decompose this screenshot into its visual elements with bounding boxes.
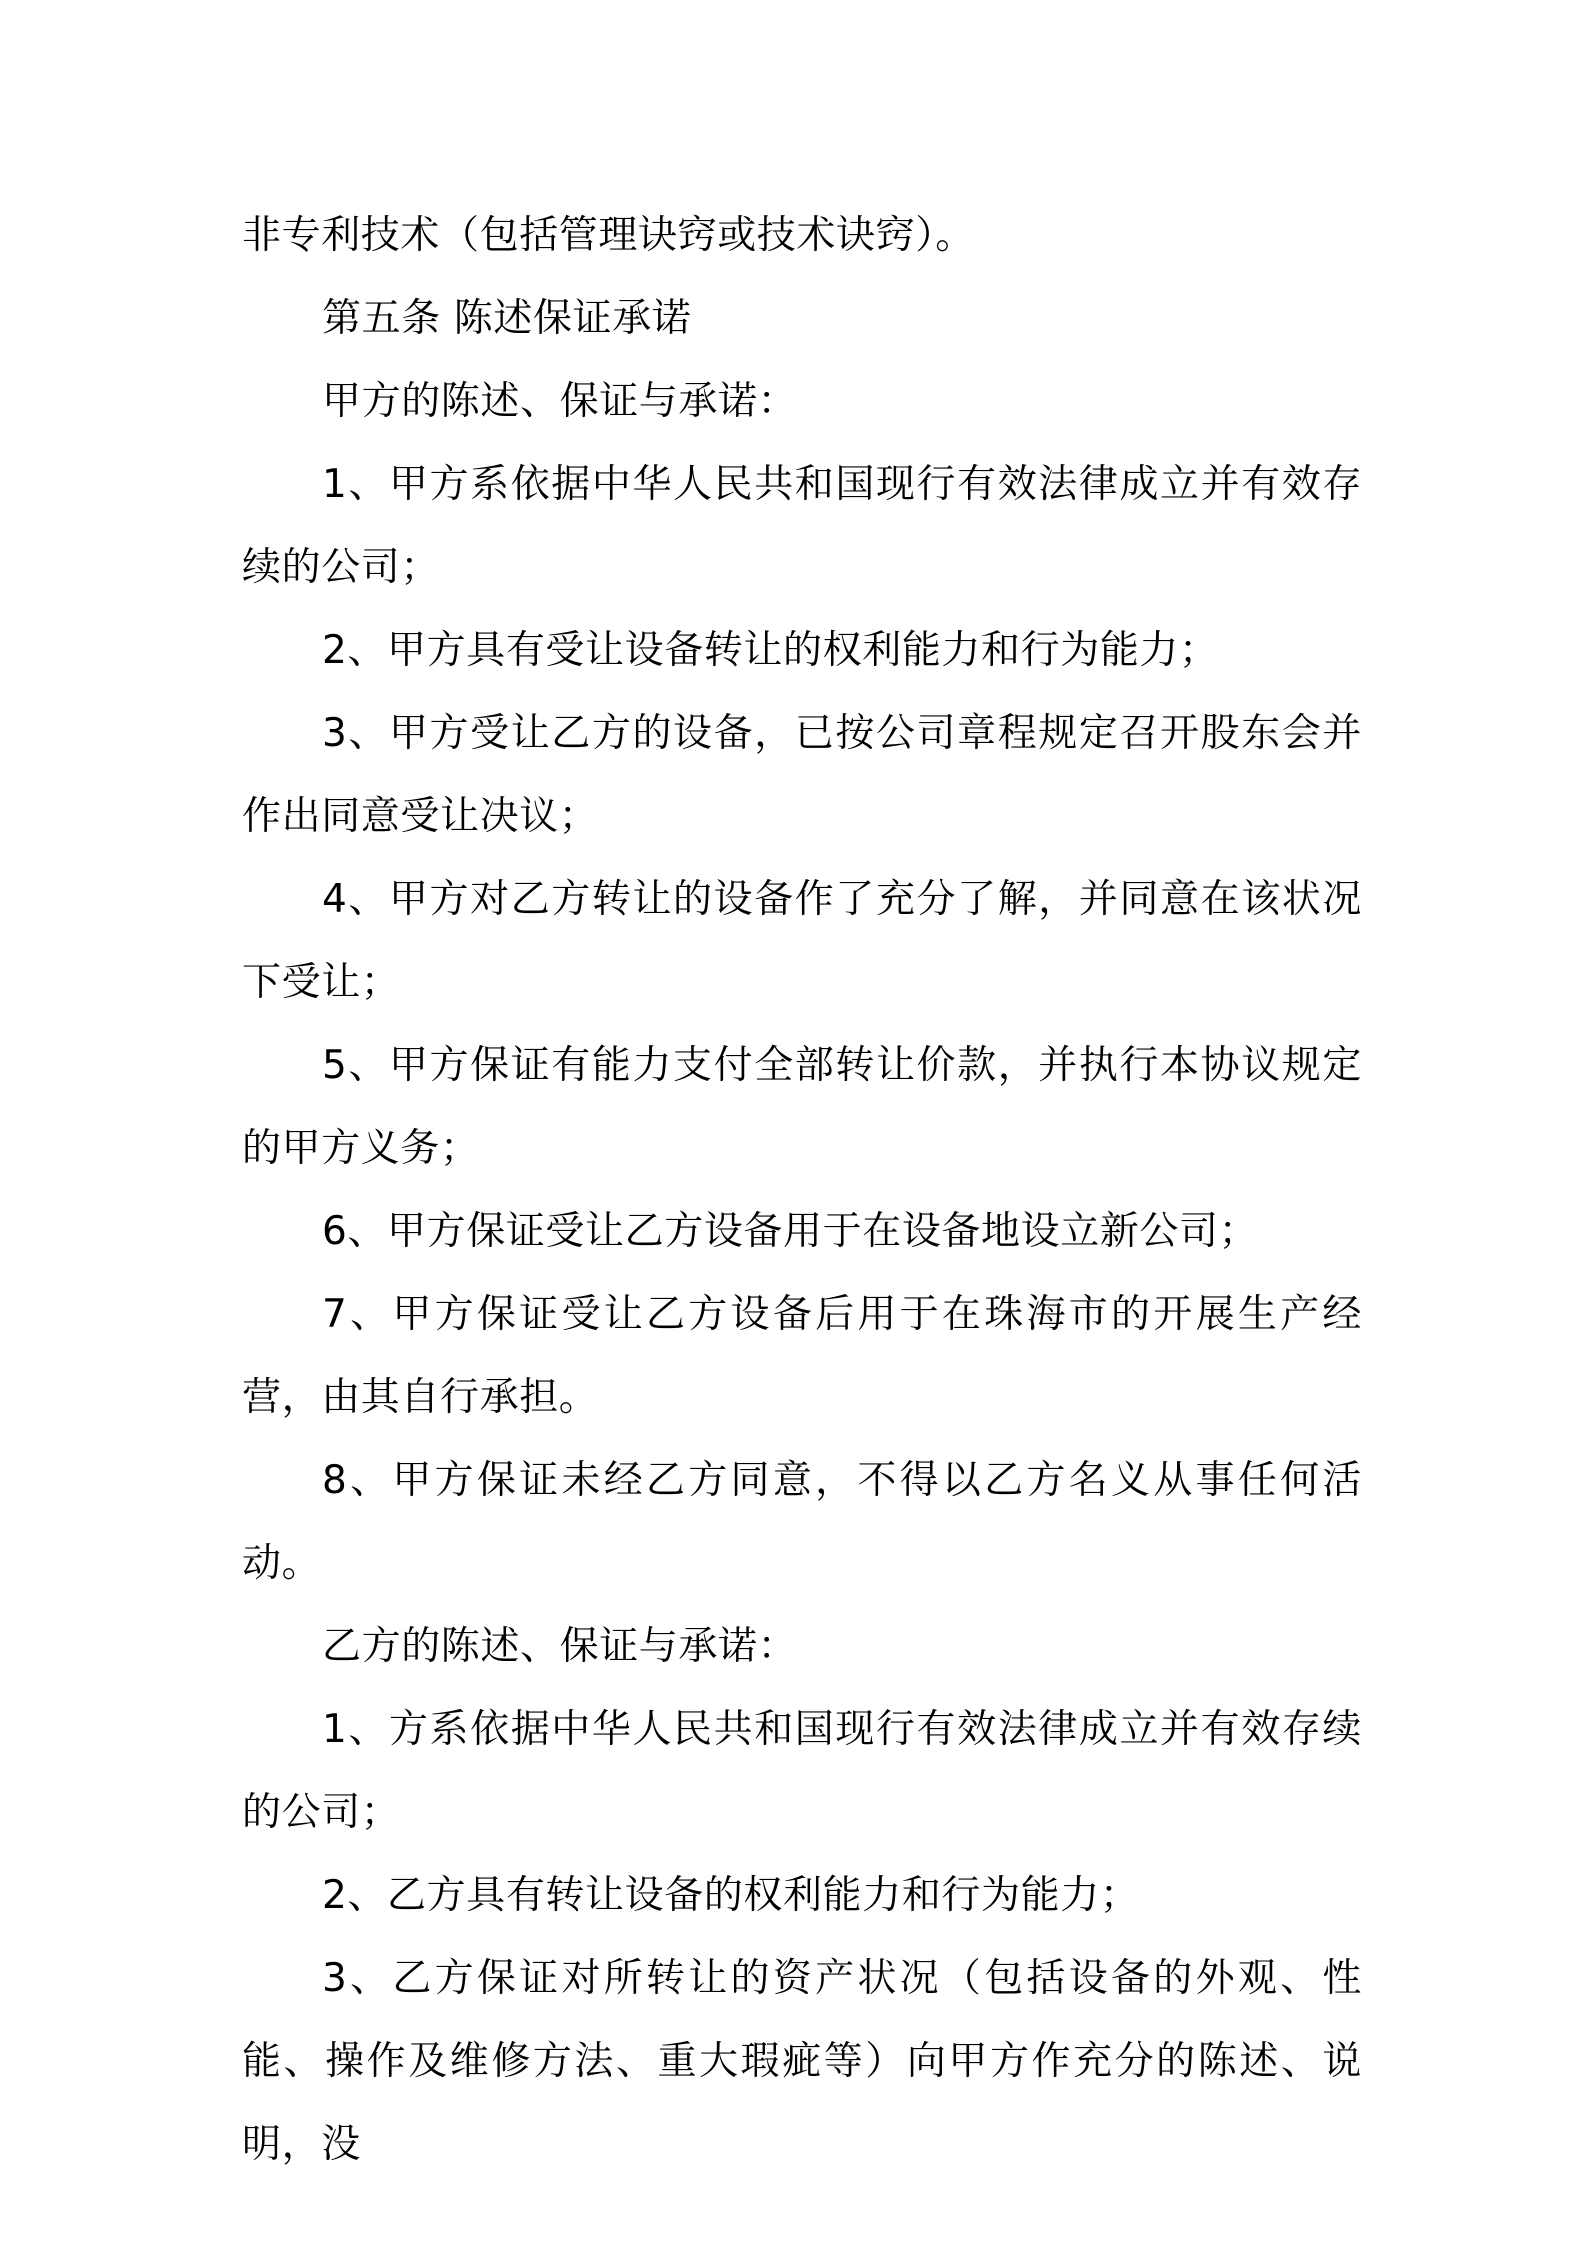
party-b-clause-2: 2、乙方具有转让设备的权利能力和行为能力； [322,1873,1140,1918]
document-body [242,194,1362,2186]
party-b-clause-3: 3、乙方保证对所转让的资产状况（包括设备的外观、性能、操作及维修方法、重大瑕疵等）向甲方作充分的陈述、说明，没 [242,1956,1362,2167]
party-a-clause-7: 7、甲方保证受让乙方设备后用于在珠海市的开展生产经营，由其自行承担。 [242,1292,1362,1420]
party-b-heading: 乙方的陈述、保证与承诺： [322,1624,798,1669]
party-b-clause-1: 1、方系依据中华人民共和国现行有效法律成立并有效存续的公司； [242,1707,1362,1835]
party-a-clause-8: 8、甲方保证未经乙方同意，不得以乙方名义从事任何活动。 [242,1458,1362,1586]
party-a-clause-5: 5、甲方保证有能力支付全部转让价款，并执行本协议规定的甲方义务； [242,1043,1362,1171]
article-heading: 第五条 陈述保证承诺 [322,296,692,341]
paragraph-continuation: 非专利技术（包括管理诀窍或技术诀窍）。 [242,213,975,258]
party-a-clause-3: 3、甲方受让乙方的设备，已按公司章程规定召开股东会并作出同意受让决议； [242,711,1362,839]
party-a-heading: 甲方的陈述、保证与承诺： [322,379,798,424]
party-a-clause-1: 1、甲方系依据中华人民共和国现行有效法律成立并有效存续的公司； [242,462,1362,590]
party-a-clause-2: 2、甲方具有受让设备转让的权利能力和行为能力； [322,628,1219,673]
party-a-clause-4: 4、甲方对乙方转让的设备作了充分了解，并同意在该状况下受让； [242,877,1362,1005]
party-a-clause-6: 6、甲方保证受让乙方设备用于在设备地设立新公司； [322,1209,1259,1254]
